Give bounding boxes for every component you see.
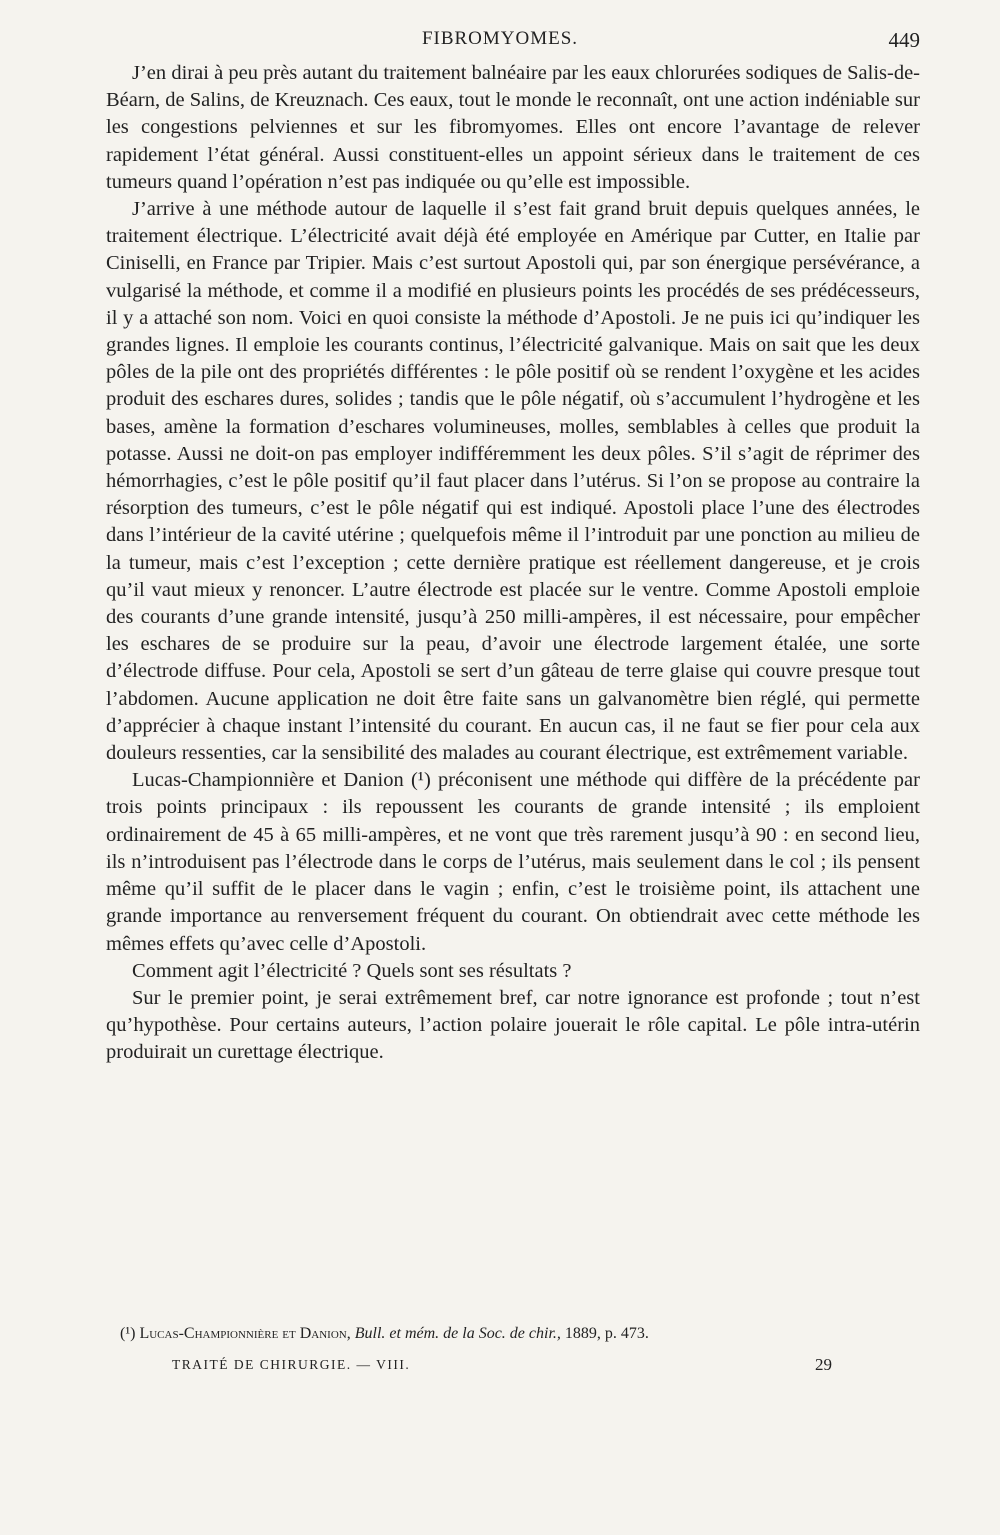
footnote-year-page: 1889, p. 473. [564,1325,649,1342]
printer-signature: TRAITÉ DE CHIRURGIE. — VIII. [172,1357,411,1372]
footnote [120,1325,900,1343]
body-text [106,60,920,1067]
running-title: FIBROMYOMES. [421,28,579,49]
paragraph: Sur le premier point, je serai extrêmement bref, car notre ignorance est profonde ; tout n’est qu’hypothèse. Pour certains auteurs, l’action polaire jouerait le rôle capital. Le pôle intra-utérin produirait un curettage électrique. [106,986,920,1064]
paragraph: Comment agit l’électricité ? Quels sont ses résultats ? [132,959,572,982]
paragraph: J’arrive à une méthode autour de laquelle il s’est fait grand bruit depuis quelques années, le traitement électrique. L’électricité avait déjà été employée en Amérique par Cutter, en Italie par Ciniselli, en France par Tripier. Mais c’est surtout Apostoli qui, par son énergique persévérance, a vulgarisé la méthode, et comme il a modifié en plusieurs points les procédés de ses prédécesseurs, il y a attaché son nom. Voici en quoi consiste la méthode d’Apostoli. Je ne puis ici qu’indiquer les grandes lignes. Il emploie les courants continus, l’électricité galvanique. Mais on sait que les deux pôles de la pile ont des propriétés différentes : le pôle positif où se rendent l’oxygène et les acides produit des eschares dures, solides ; tandis que le pôle négatif, où s’accumulent l’hydrogène et les bases, amène la formation d’eschares volumineuses, molles, semblables à celles que produit la potasse. Aussi ne doit-on pas employer indifféremment les deux pôles. S’il s’agit de réprimer des hémorrhagies, c’est le pôle positif qu’il faut placer dans l’utérus. Si l’on se propose au contraire la résorption des tumeurs, c’est le pôle négatif qui est indiqué. Apostoli place l’une des électrodes dans l’intérieur de la cavité utérine ; quelquefois même il l’introduit par une ponction au milieu de la tumeur, mais c’est l’exception ; cette dernière pratique est réellement dangereuse, et je crois qu’il vaut mieux y renoncer. L’autre électrode est placée sur le ventre. Comme Apostoli emploie des courants d’une grande intensité, jusqu’à 250 milli-ampères, il est nécessaire, pour empêcher les eschares de se produire sur la peau, d’avoir une électrode largement étalée, une sorte d’électrode diffuse. Pour cela, Apostoli se sert d’un gâteau de terre glaise qui couvre presque tout l’abdomen. Aucune application ne doit être faite sans un galvanomètre bien réglé, qui permette d’apprécier à chaque instant l’intensité du courant. En aucun cas, il ne faut se fier pour cela aux douleurs ressenties, car la sensibilité des malades au courant électrique, est extrêmement variable. [106,198,920,765]
footnote-authors: Lucas-Championnière et Danion, [139,1325,351,1342]
signature-number: 29 [815,1355,832,1374]
footnote-marker: (¹) [120,1325,136,1342]
page-number: 449 [888,28,920,52]
paragraph: J’en dirai à peu près autant du traitement balnéaire par les eaux chlorurées sodiques de Salis-de-Béarn, de Salins, de Kreuznach. Ces eaux, tout le monde le reconnaît, ont une action indéniable sur les congestions pelviennes et sur les fibromyomes. Elles ont encore l’avantage de relever rapidement l’état général. Aussi constituent-elles un appoint sérieux dans le traitement de ces tumeurs quand l’opération n’est pas indiquée ou qu’elle est impossible. [106,62,920,193]
footnote-source: Bull. et mém. de la Soc. de chir., [354,1325,561,1342]
paragraph: Lucas-Championnière et Danion (¹) préconisent une méthode qui diffère de la précédente par trois points principaux : ils repoussent les courants de grande intensité ; ils emploient ordinairement de 45 à 65 milli-ampères, et ne vont que très rarement jusqu’à 90 : en second lieu, ils n’introduisent pas l’électrode dans le corps de l’utérus, mais seulement dans le col ; ils pensent même qu’il suffit de le placer dans le vagin ; enfin, c’est le troisième point, ils attachent une grande importance au renversement fréquent du courant. On obtiendrait avec cette méthode les mêmes effets qu’avec celle d’Apostoli. [106,769,920,955]
